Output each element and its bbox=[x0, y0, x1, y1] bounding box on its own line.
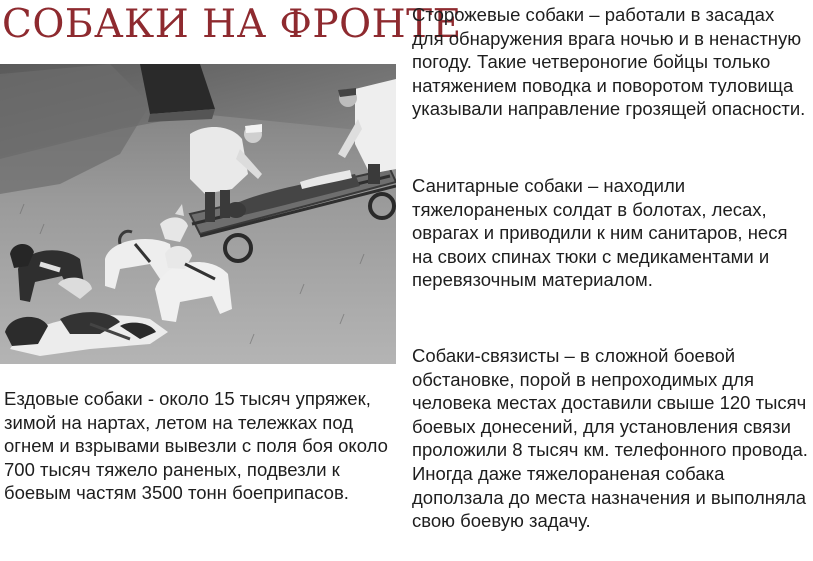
war-dogs-photo bbox=[0, 64, 396, 364]
war-dogs-photo-illustration bbox=[0, 64, 396, 364]
guard-dogs-paragraph: Сторожевые собаки – работали в засадах для обнаружения врага ночью и в ненастную погоду. Такие четвероногие бойцы только натяжением поводка и поворотом туловища указывали направление грозящей опасности. bbox=[412, 4, 806, 120]
signal-dogs-paragraph: Собаки-связисты – в сложной боевой обстановке, порой в непроходимых для человека местах доставили свыше 120 тысяч боевых донесений, для установления связи проложили 8 тысяч км. телефонного провода. Иногда даже тяжелораненая собака доползала до места назначения и выполняла свою боевую задачу. bbox=[412, 345, 808, 532]
page-title: СОБАКИ НА ФРОНТЕ bbox=[2, 2, 462, 47]
sled-dogs-paragraph: Ездовые собаки - около 15 тысяч упряжек, зимой на нартах, летом на тележках под огнем и взрывами вывезли с поля боя около 700 тысяч тяжело раненых, подвезли к боевым частям 3500 тонн боеприпасов. bbox=[4, 388, 388, 504]
medical-dogs-paragraph: Санитарные собаки – находили тяжелораненых солдат в болотах, лесах, оврагах и приводили к ним санитаров, неся на своих спинах тюки с медикаментами и перевязочным материалом. bbox=[412, 175, 788, 291]
